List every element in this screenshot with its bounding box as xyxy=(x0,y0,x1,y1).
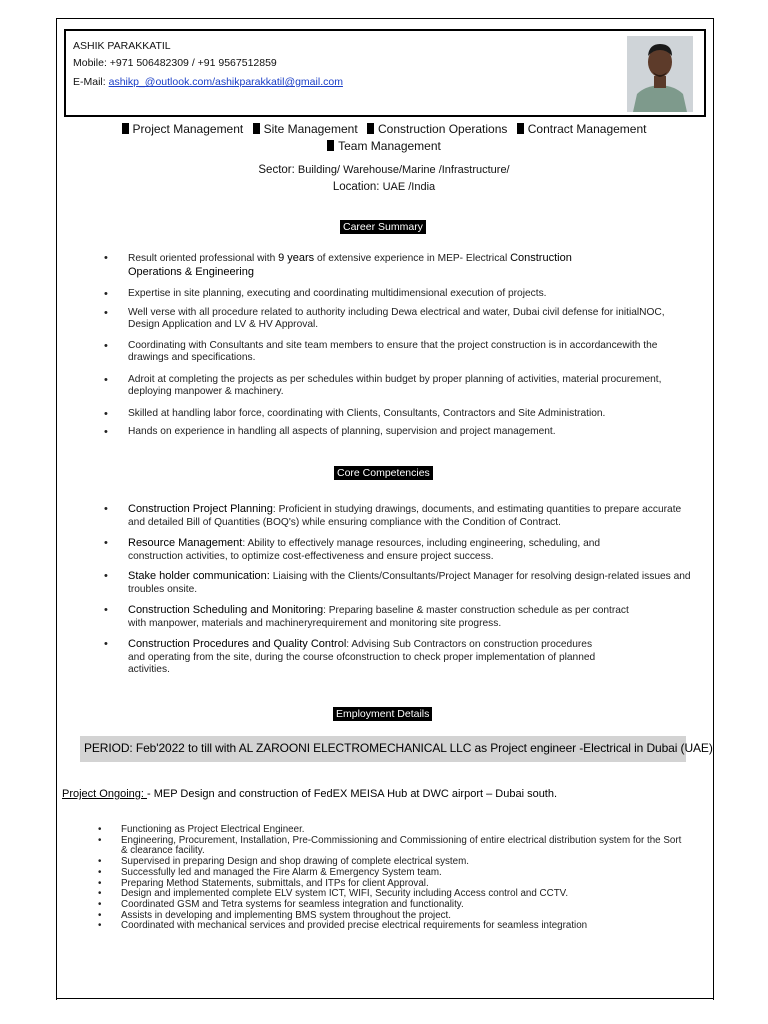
candidate-name: ASHIK PARAKKATIL xyxy=(73,40,171,52)
employment-details-heading: Employment Details xyxy=(333,707,432,721)
employment-period: PERIOD: Feb'2022 to till with AL ZAROONI ELECTROMECHANICAL LLC as Project engineer -Electrical in Dubai (UAE) xyxy=(84,741,713,755)
list-item: • Stake holder communication: Liaising with the Clients/Consultants/Project Manager for resolving design-related issues and troubles onsite. xyxy=(104,570,694,596)
project-ongoing-label: Project Ongoing: xyxy=(62,788,147,800)
list-item: • Preparing Method Statements, submittals, and ITPs for client Approval. xyxy=(98,879,688,890)
email-line xyxy=(73,76,343,88)
list-item: • Result oriented professional with 9 years of extensive experience in MEP- Electrical Construction Operations & Engineering xyxy=(104,252,628,279)
list-item: • Construction Scheduling and Monitoring: Preparing baseline & master construction schedule as per contract with manpower, materials and machineryrequirement and monitoring site progress. xyxy=(104,604,638,630)
list-item: • Hands on experience in handling all aspects of planning, supervision and project management. xyxy=(104,426,694,439)
list-item: • Assists in developing and implementing BMS system throughout the project. xyxy=(98,911,688,922)
list-item: • Resource Management: Ability to effectively manage resources, including engineering, scheduling, and construction activities, to optimize cost-effectiveness and ensure project success. xyxy=(104,537,648,563)
career-summary-heading: Career Summary xyxy=(340,220,426,234)
list-item: • Skilled at handling labor force, coordinating with Clients, Consultants, Contractors and Site Administration. xyxy=(104,408,694,421)
list-item: • Functioning as Project Electrical Engineer. xyxy=(98,825,688,836)
list-item: • Expertise in site planning, executing and coordinating multidimensional execution of projects. xyxy=(104,288,694,301)
location-line xyxy=(60,181,708,193)
core-competencies-heading: Core Competencies xyxy=(334,466,433,480)
list-item: • Supervised in preparing Design and shop drawing of complete electrical system. xyxy=(98,857,688,868)
list-item: • Engineering, Procurement, Installation, Pre-Commissioning and Commissioning of entire electrical distribution system for the Sort & clearance facility. xyxy=(98,836,688,857)
tag-team-management: Team Management xyxy=(327,139,441,153)
location-value: UAE /India xyxy=(379,181,436,193)
project-ongoing-text: - MEP Design and construction of FedEX MEISA Hub at DWC airport – Dubai south. xyxy=(147,788,558,800)
email-separator: : xyxy=(102,76,109,88)
sector-value: Building/ Warehouse/Marine /Infrastructure/ xyxy=(294,164,510,176)
square-bullet-icon xyxy=(122,123,129,134)
tag-site-management: Site Management xyxy=(253,122,358,136)
list-item: • Well verse with all procedure related to authority including Dewa electrical and water, Dubai civil defense for initialNOC, Design Application and LV & HV Approval. xyxy=(104,307,694,332)
mobile-label: Mobile xyxy=(73,57,104,69)
list-item: • Construction Procedures and Quality Control: Advising Sub Contractors on construction procedures and operating from the site, during the course ofconstruction to check proper implementation of planned activities. xyxy=(104,638,598,677)
square-bullet-icon xyxy=(517,123,524,134)
core-competencies-list xyxy=(104,503,694,677)
email-link[interactable]: ashikp_@outlook.com/ashikparakkatil@gmail.com xyxy=(108,76,343,88)
skills-tagline-2 xyxy=(60,139,708,153)
sector-line xyxy=(60,164,708,176)
tag-project-management: Project Management xyxy=(122,122,244,136)
email-label: E-Mail xyxy=(73,76,103,88)
mobile-value: : +971 506482309 / +91 9567512859 xyxy=(103,57,277,69)
list-item: • Adroit at completing the projects as per schedules within budget by proper planning of activities, material procurement, deploying manpower & machinery. xyxy=(104,374,694,399)
sector-label: Sector: xyxy=(258,164,295,176)
list-item: • Coordinating with Consultants and site team members to ensure that the project construction is in accordancewith the drawings and specifications. xyxy=(104,340,694,365)
page-bottom-border xyxy=(56,998,714,999)
list-item: • Successfully led and managed the Fire Alarm & Emergency System team. xyxy=(98,868,688,879)
square-bullet-icon xyxy=(327,140,334,151)
skills-tagline xyxy=(60,122,708,136)
career-summary-list xyxy=(104,252,694,439)
list-item: • Coordinated with mechanical services and provided precise electrical requirements for seamless integration xyxy=(98,921,688,932)
square-bullet-icon xyxy=(253,123,260,134)
list-item: • Construction Project Planning: Proficient in studying drawings, documents, and estimating quantities to prepare accurate and detailed Bill of Quantities (BOQ's) while ensuring compliance with the Condition of Contract. xyxy=(104,503,694,529)
list-item: • Coordinated GSM and Tetra systems for seamless integration and functionality. xyxy=(98,900,688,911)
profile-photo xyxy=(627,36,693,112)
tag-construction-operations: Construction Operations xyxy=(367,122,507,136)
list-item: • Design and implemented complete ELV system ICT, WIFI, Security including Access control and CCTV. xyxy=(98,889,688,900)
project-ongoing-line xyxy=(62,788,557,800)
tag-contract-management: Contract Management xyxy=(517,122,647,136)
project-duties-list xyxy=(98,825,688,932)
mobile-line xyxy=(73,57,277,69)
location-label: Location: xyxy=(332,181,380,193)
square-bullet-icon xyxy=(367,123,374,134)
